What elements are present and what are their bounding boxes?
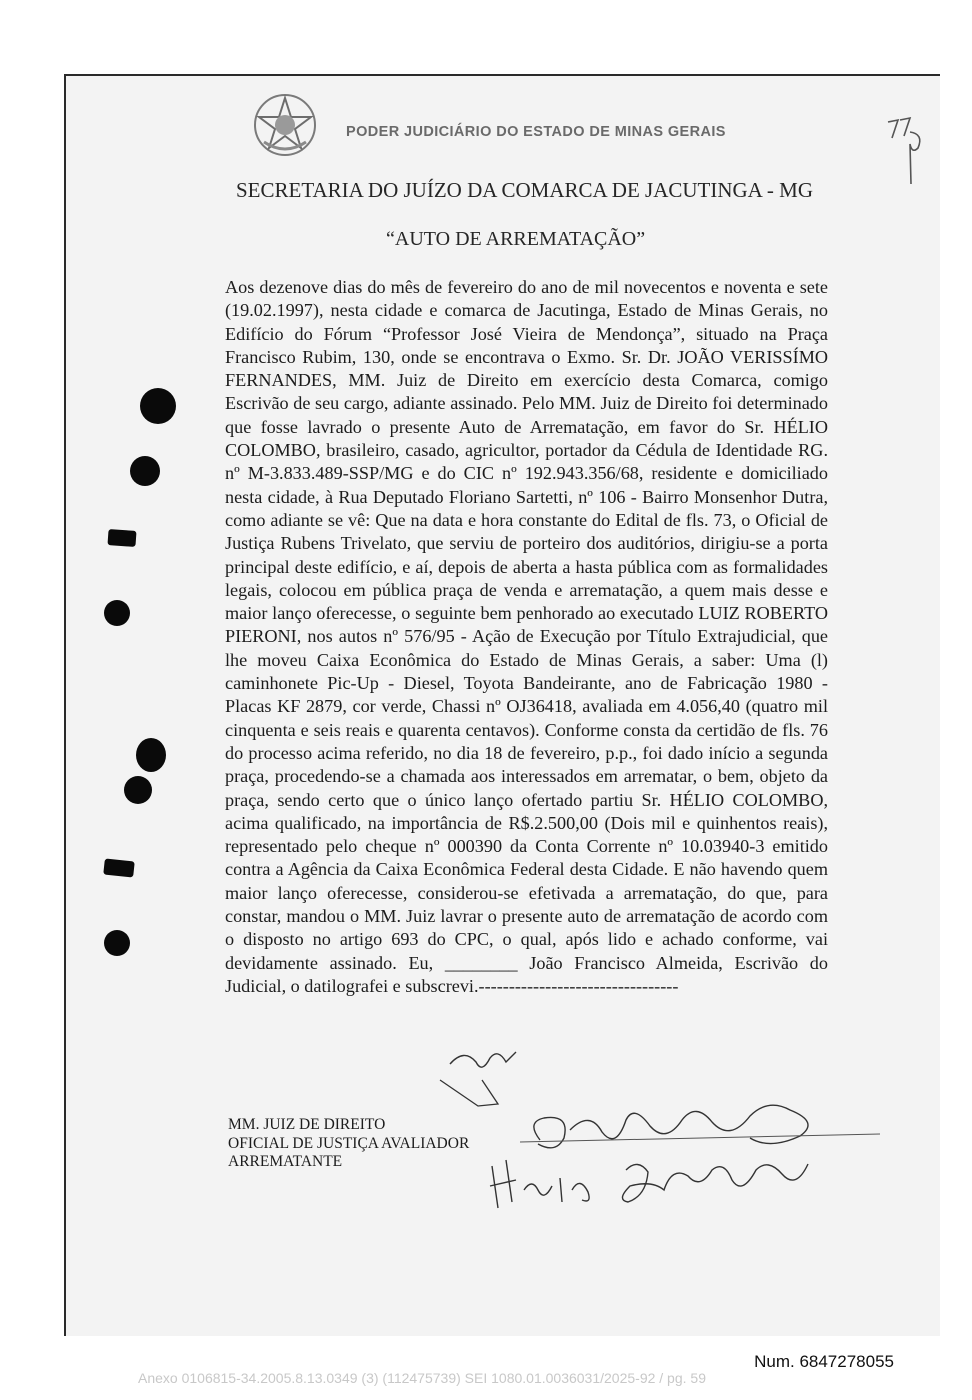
punch-hole <box>124 776 152 804</box>
document-title: “AUTO DE ARREMATAÇÃO” <box>386 228 646 250</box>
annex-reference: Anexo 0106815-34.2005.8.13.0349 (3) (112475739) SEI 1080.01.0036031/2025-92 / pg. 59 <box>138 1370 706 1386</box>
handwritten-signatures-icon <box>420 1040 880 1220</box>
punch-hole <box>104 930 130 956</box>
handwritten-page-number-icon <box>880 108 930 188</box>
buyer-signature-label: ARREMATANTE <box>228 1153 343 1170</box>
punch-hole <box>103 858 135 877</box>
punch-hole <box>140 388 176 424</box>
judge-signature-label: MM. JUIZ DE DIREITO <box>228 1116 386 1133</box>
punch-hole <box>104 600 130 626</box>
punch-hole <box>136 738 166 772</box>
document-number: Num. 6847278055 <box>754 1352 894 1371</box>
coat-of-arms-seal-icon <box>250 90 320 160</box>
institution-header: PODER JUDICIÁRIO DO ESTADO DE MINAS GERAIS <box>346 124 726 140</box>
officer-signature-label: OFICIAL DE JUSTIÇA AVALIADOR <box>228 1134 470 1152</box>
signature-block <box>228 1116 469 1172</box>
punch-hole <box>130 456 160 486</box>
punch-hole <box>107 529 136 547</box>
secretaria-heading: SECRETARIA DO JUÍZO DA COMARCA DE JACUTINGA - MG <box>236 178 814 202</box>
auto-body-text: Aos dezenove dias do mês de fevereiro do ano de mil novecentos e noventa e sete (19.02.1997), nesta cidade e comarca de Jacutinga, Estado de Minas Gerais, no Edifício do Fórum “Professor José Vieira de Mendonça”, situado na Praça Francisco Rubim, 130, onde se encontrava o Exmo. Sr. Dr. JOÃO VERISSÍMO FERNANDES, MM. Juiz de Direito em exercício desta Comarca, comigo Escrivão de seu cargo, adiante assinado. Pelo MM. Juiz de Direito foi determinado que fosse lavrado o presente Auto de Arrematação, em favor do Sr. HÉLIO COLOMBO, brasileiro, casado, agricultor, portador da Cédula de Identidade RG. nº M-3.833.489-SSP/MG e do CIC nº 192.943.356/68, residente e domiciliado nesta cidade, à Rua Deputado Floriano Sartetti, nº 106 - Bairro Monsenhor Dutra, como adiante se vê: Que na data e hora constante do Edital de fls. 73, o Oficial de Justiça Rubens Trivelato, que serviu de porteiro dos auditórios, dirigiu-se a porta principal deste edifício, e aí, depois de aberta a hasta pública com as formalidades legais, colocou em pública praça de venda e arrematação, a quem mais desse e maior lanço oferecesse, o seguinte bem penhorado ao executado LUIZ ROBERTO PIERONI, nos autos nº 576/95 - Ação de Execução por Título Extrajudicial, que lhe moveu Caixa Econômica do Estado de Minas Gerais, a saber: Uma (l) caminhonete Pic-Up - Diesel, Toyota Bandeirante, ano de Fabricação 1980 - Placas KF 2879, cor verde, Chassi nº OJ36418, avaliada em 4.056,40 (quatro mil cinquenta e seis reais e quarenta centavos). Conforme consta da certidão de fls. 76 do processo acima referido, no dia 18 de fevereiro, p.p., foi dado início a segunda praça, procedendo-se a chamada aos interessados em arrematar, o bem, objeto da praça, sendo certo que o único lanço ofertado partiu Sr. HÉLIO COLOMBO, acima qualificado, na importância de R$.2.500,00 (Dois mil e quinhentos reais), representado pelo cheque nº 000390 da Conta Corrente nº 10.03940-3 emitido contra a Agência da Caixa Econômica Federal desta Cidade. E não havendo quem maior lanço oferecesse, considerou-se efetivada a arrematação, do que, para constar, mandou o MM. Juiz lavrar o presente auto de arrematação de acordo com o disposto no artigo 693 do CPC, o qual, após lido e achado conforme, vai devidamente assinado. Eu, ________ João Francisco Almeida, Escrivão do Judicial, o datilografei e subscrevi.--------------------------------- <box>225 277 828 996</box>
